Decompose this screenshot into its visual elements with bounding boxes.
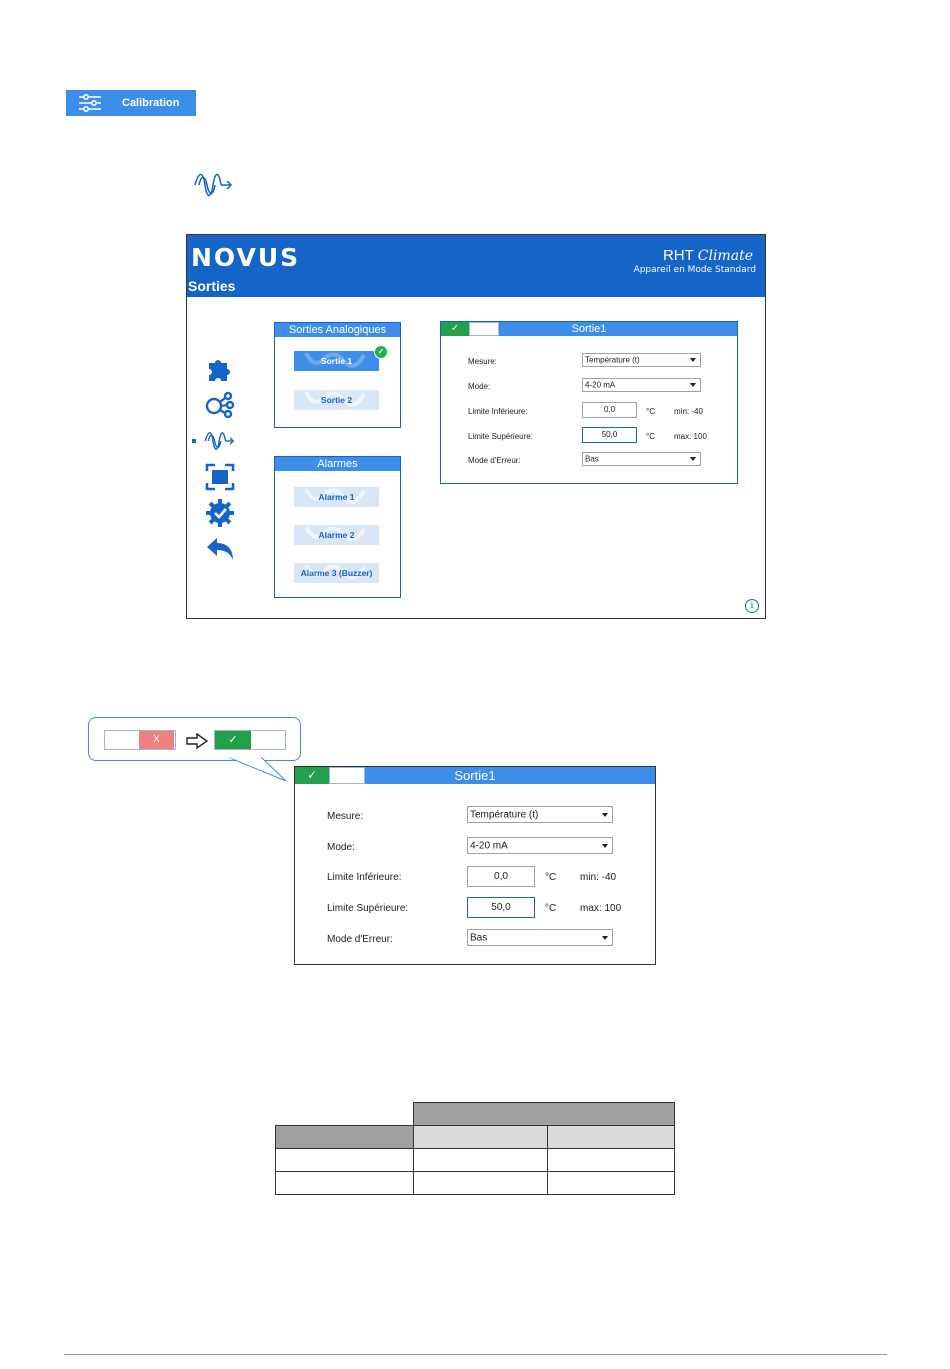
tile-alarm-1[interactable] [294,487,379,507]
page-title: Sorties [188,278,236,294]
analog-outputs-title: Sorties Analogiques [275,323,400,337]
display-frame-icon [205,463,235,491]
mode-value: 4-20 mA [585,380,616,390]
nav-outputs[interactable] [203,425,237,457]
analog-outputs-group [274,322,401,428]
info-icon[interactable]: i [745,599,759,613]
table-header-cell [548,1126,675,1149]
table-header-cell [414,1126,548,1149]
callout-tail [230,757,290,783]
output-panel-header [441,322,737,336]
upper-limit-unit: °C [646,432,655,441]
footer-divider [64,1354,887,1355]
tile-alarm-2-label: Alarme 2 [318,530,355,540]
puzzle-icon [205,355,235,383]
zoom-panel-title: Sortie1 [454,768,496,783]
tile-alarm-1-label: Alarme 1 [318,492,355,502]
nav-connections[interactable] [203,389,237,421]
upper-limit-range: max: 100 [674,432,707,441]
table-cell [548,1149,675,1172]
check-badge-icon: ✓ [374,345,388,359]
output-panel-title: Sortie1 [571,323,607,335]
table-group-header [414,1103,675,1126]
upper-limit-input[interactable]: 50,0 [467,897,535,918]
measure-select[interactable] [467,806,613,823]
table-cell [414,1149,548,1172]
nav-display[interactable] [203,461,237,493]
lower-limit-unit: °C [545,872,557,883]
lower-limit-input[interactable]: 0,0 [467,866,535,887]
active-indicator [192,439,196,443]
alarms-title: Alarmes [275,457,400,471]
mode-label: Mode: [468,382,491,391]
gear-check-icon [205,498,235,528]
lower-limit-input[interactable]: 0,0 [582,402,637,418]
tile-output-2[interactable] [294,390,379,410]
share-nodes-icon [205,391,235,419]
table-row [276,1172,675,1195]
app-window [186,234,766,619]
error-mode-value: Bas [585,454,599,464]
toggle-off-mark: X [139,731,174,749]
sliders-icon [78,93,102,113]
product-name [663,247,753,264]
toggle-on-state: ✓ [295,767,329,784]
nav-back[interactable] [203,533,237,565]
chevron-down-icon [602,844,608,848]
table-row [276,1103,675,1126]
chevron-down-icon [602,813,608,817]
measure-value: Température (t) [585,355,640,365]
toggle-disabled-state [104,730,176,750]
upper-limit-label: Limite Supérieure: [327,903,409,914]
table-header-cell [276,1126,414,1149]
calibration-button[interactable] [66,90,196,116]
error-mode-select[interactable] [467,929,613,946]
back-arrow-icon [205,536,235,562]
lower-limit-label: Limite Inférieure: [468,407,528,416]
upper-limit-range: max: 100 [580,903,622,914]
error-mode-select[interactable] [582,452,701,466]
table-cell [276,1103,414,1126]
lower-limit-range: min: -40 [674,407,703,416]
app-header [187,235,765,297]
upper-limit-input[interactable]: 50,0 [582,427,637,443]
tile-output-1-label: Sortie 1 [320,356,353,366]
toggle-enabled-state [214,730,286,750]
product-line: Climate [697,248,753,264]
mode-value: 4-20 mA [470,840,508,851]
table-row [276,1126,675,1149]
table-cell [414,1172,548,1195]
error-mode-label: Mode d'Erreur: [468,456,521,465]
table-row [276,1149,675,1172]
tile-output-1[interactable] [294,347,385,371]
lower-limit-unit: °C [646,407,655,416]
chevron-down-icon [690,457,696,461]
tile-output-2-label: Sortie 2 [320,395,353,405]
table-cell [548,1172,675,1195]
calibration-label: Calibration [122,97,180,109]
waveform-output-icon [193,167,235,203]
alarms-group [274,456,401,598]
mode-select[interactable] [467,837,613,854]
upper-limit-unit: °C [545,903,557,914]
product-model: RHT [662,247,694,264]
measure-label: Mesure: [468,357,497,366]
measure-label: Mesure: [327,811,364,822]
table-cell [276,1172,414,1195]
mode-label: Mode: [327,842,355,853]
table-cell [276,1149,414,1172]
toggle-on-state: ✓ [441,322,469,336]
lower-limit-label: Limite Inférieure: [327,872,402,883]
arrow-right-icon [186,733,208,749]
waveform-output-icon [203,427,237,455]
output-config-panel [440,321,738,484]
tile-alarm-3-label: Alarme 3 (Buzzer) [300,568,373,578]
nav-puzzle[interactable] [203,353,237,385]
measure-select[interactable] [582,353,701,367]
measure-value: Température (t) [470,809,539,820]
data-table [275,1102,675,1195]
zoom-panel-header [295,767,655,784]
chevron-down-icon [690,383,696,387]
nav-settings[interactable] [203,497,237,529]
error-mode-label: Mode d'Erreur: [327,934,393,945]
upper-limit-label: Limite Supérieure: [468,432,533,441]
tile-alarm-2[interactable] [294,525,379,545]
output-config-panel-zoom [294,766,656,965]
chevron-down-icon [690,358,696,362]
mode-select[interactable] [582,378,701,392]
device-mode: Appareil en Mode Standard [633,265,756,275]
toggle-on-mark: ✓ [215,731,251,749]
tile-alarm-3[interactable] [294,563,379,583]
brand-logo: NOVUS [191,243,301,272]
error-mode-value: Bas [470,932,488,943]
lower-limit-range: min: -40 [580,872,617,883]
chevron-down-icon [602,936,608,940]
